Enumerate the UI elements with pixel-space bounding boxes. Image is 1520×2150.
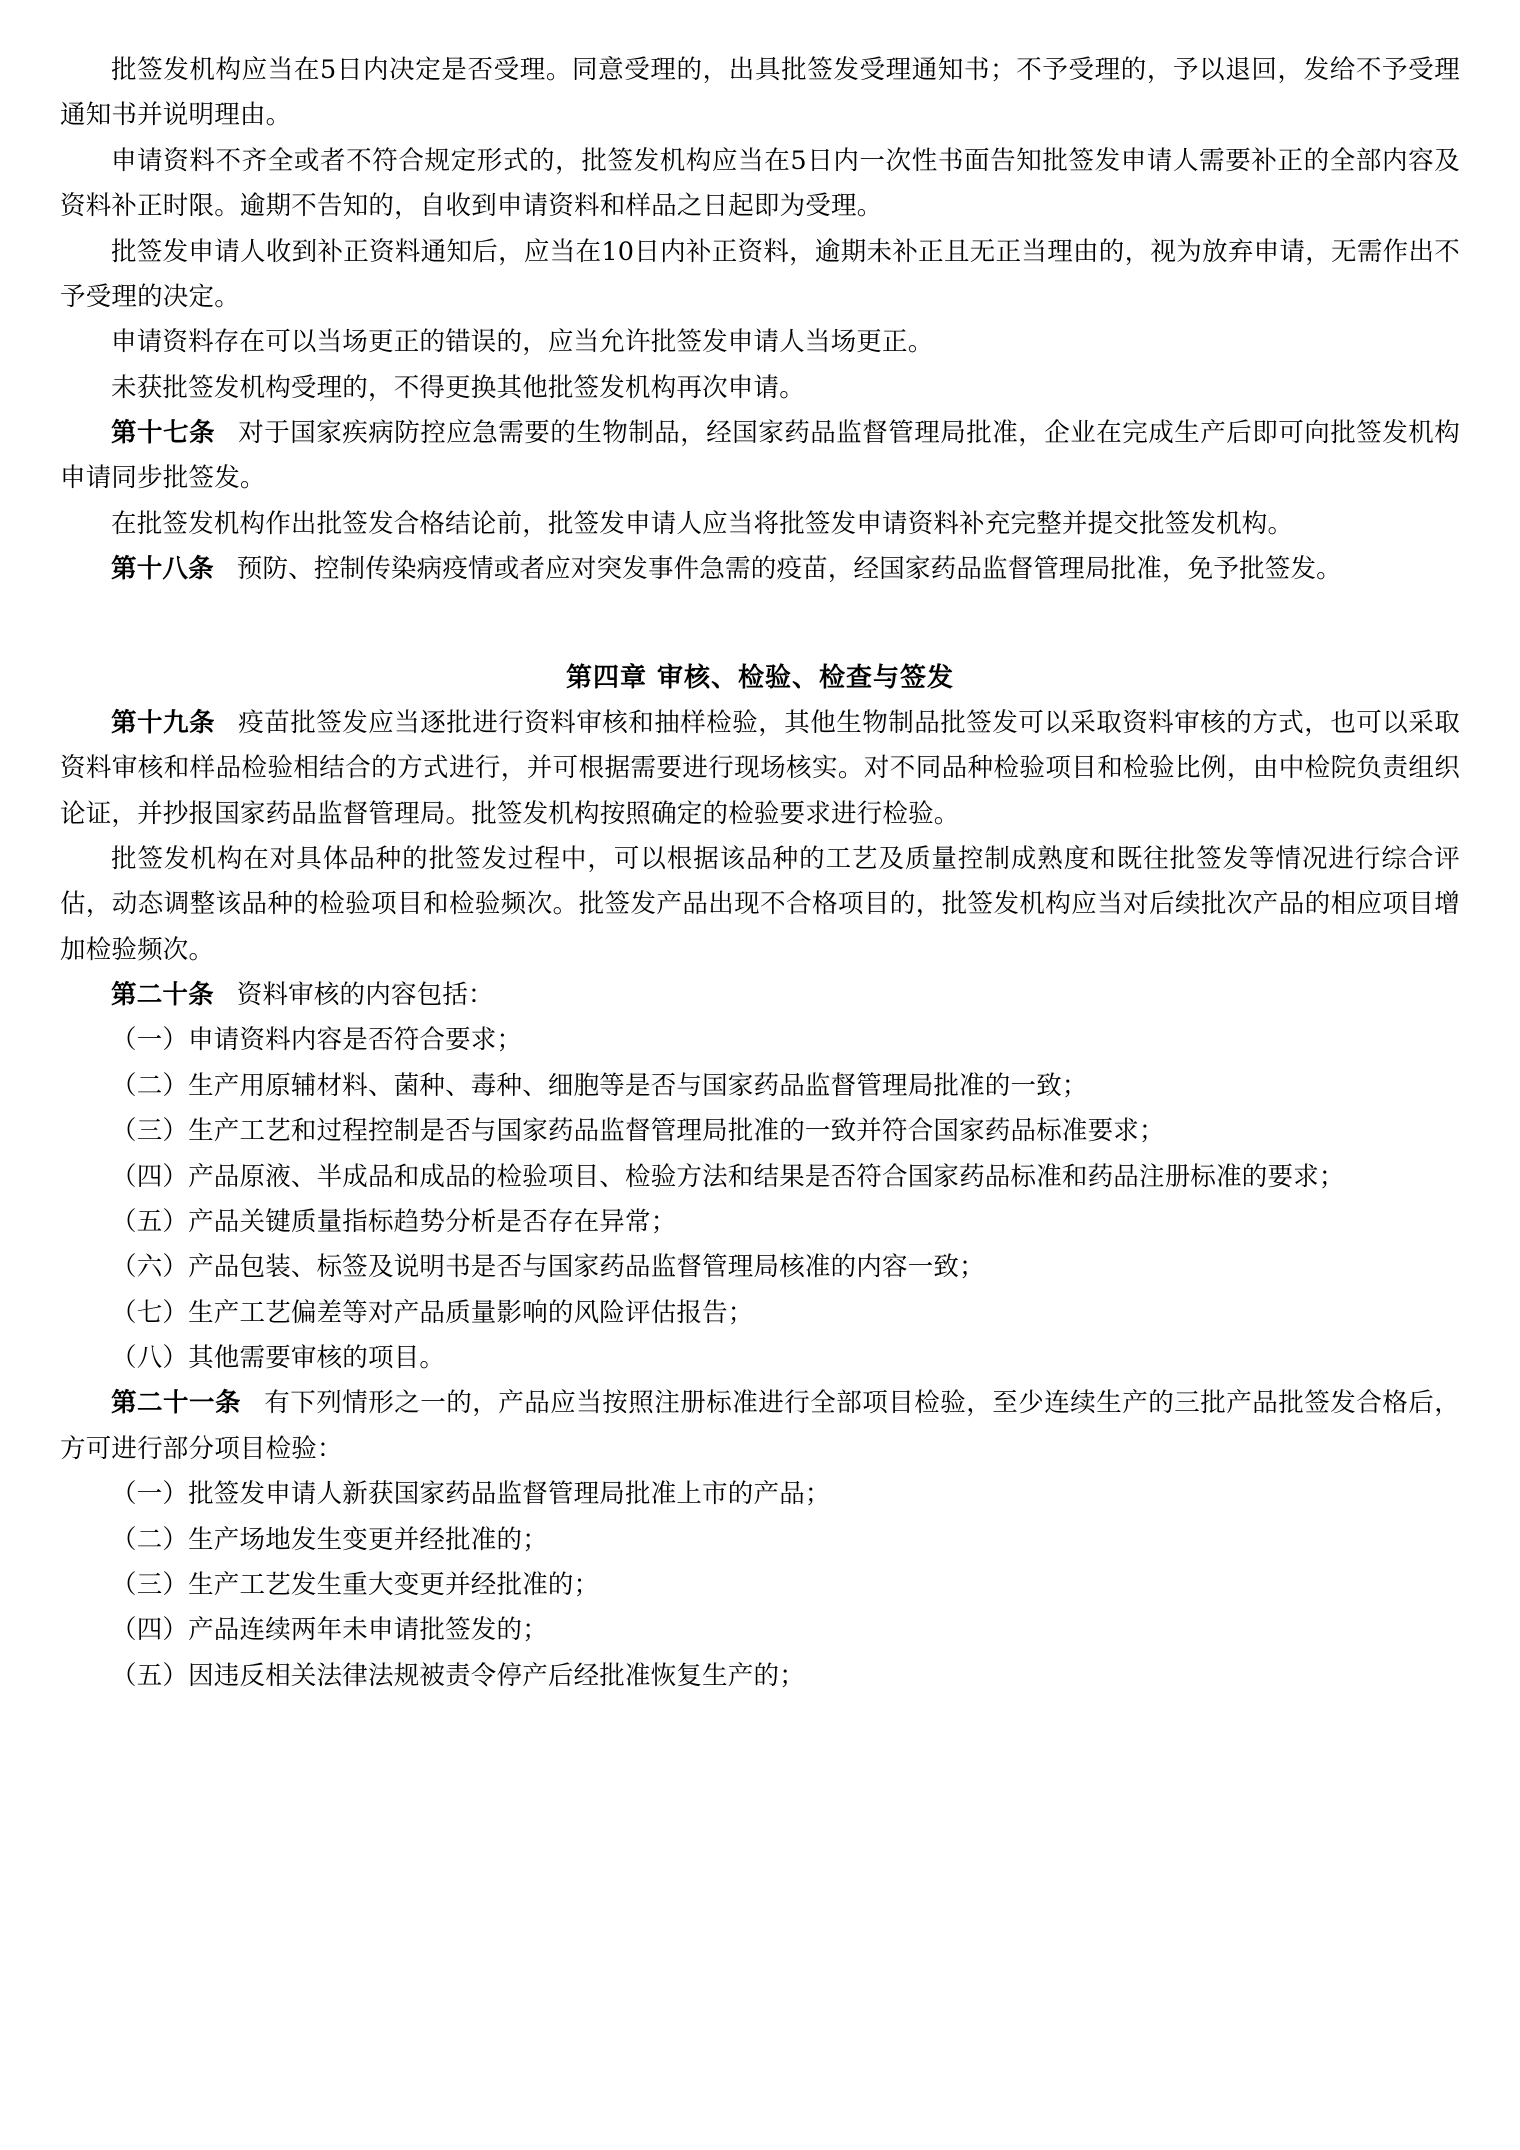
list-item: （一）批签发申请人新获国家药品监督管理局批准上市的产品； bbox=[111, 1479, 831, 1510]
paragraph: 批签发机构在对具体品种的批签发过程中，可以根据该品种的工艺及质量控制成熟度和既往批签发等情况进行综合评估，动态调整该品种的检验项目和检验频次。批签发产品出现不合格项目的，批签发机构应当对后续批次产品的相应项目增加检验频次。 bbox=[60, 843, 1460, 965]
article-21 bbox=[60, 1381, 1460, 1472]
article-18 bbox=[60, 547, 1460, 592]
list-item: （一）申请资料内容是否符合要求； bbox=[111, 1025, 523, 1056]
list-item: （八）其他需要审核的项目。 bbox=[111, 1343, 446, 1374]
article-17-label: 第十七条 bbox=[111, 418, 216, 448]
article-21-label: 第二十一条 bbox=[111, 1388, 242, 1419]
article-17-text: 对于国家疾病防控应急需要的生物制品，经国家药品监督管理局批准，企业在完成生产后即可向批签发机构申请同步批签发。 bbox=[60, 418, 1460, 494]
section-spacer bbox=[60, 593, 1460, 655]
article-19-text: 疫苗批签发应当逐批进行资料审核和抽样检验，其他生物制品批签发可以采取资料审核的方式，也可以采取资料审核和样品检验相结合的方式进行，并可根据需要进行现场核实。对不同品种检验项目和检验比例，由中检院负责组织论证，并抄报国家药品监督管理局。批签发机构按照确定的检验要求进行检验。 bbox=[60, 707, 1460, 829]
article-17 bbox=[60, 411, 1460, 502]
paragraph: 申请资料不齐全或者不符合规定形式的，批签发机构应当在5日内一次性书面告知批签发申请人需要补正的全部内容及资料补正时限。逾期不告知的，自收到申请资料和样品之日起即为受理。 bbox=[60, 145, 1460, 222]
paragraph: 批签发申请人收到补正资料通知后，应当在10日内补正资料，逾期未补正且无正当理由的，视为放弃申请，无需作出不予受理的决定。 bbox=[60, 236, 1460, 312]
paragraph: 未获批签发机构受理的，不得更换其他批签发机构再次申请。 bbox=[111, 372, 805, 403]
paragraph: 在批签发机构作出批签发合格结论前，批签发申请人应当将批签发申请资料补充完整并提交批签发机构。 bbox=[111, 508, 1294, 539]
list-item: （四）产品原液、半成品和成品的检验项目、检验方法和结果是否符合国家药品标准和药品注册标准的要求； bbox=[111, 1161, 1345, 1192]
list-item: （七）生产工艺偏差等对产品质量影响的风险评估报告； bbox=[111, 1297, 754, 1328]
list-item: （三）生产工艺发生重大变更并经批准的； bbox=[111, 1569, 600, 1600]
list-item: （三）生产工艺和过程控制是否与国家药品监督管理局批准的一致并符合国家药品标准要求； bbox=[111, 1116, 1165, 1147]
list-item: （二）生产用原辅材料、菌种、毒种、细胞等是否与国家药品监督管理局批准的一致； bbox=[111, 1070, 1088, 1101]
article-19 bbox=[60, 701, 1460, 837]
chapter-title: 第四章 审核、检验、检查与签发 bbox=[565, 662, 955, 693]
list-item: （五）因违反相关法律法规被责令停产后经批准恢复生产的； bbox=[111, 1660, 805, 1691]
document-body bbox=[60, 48, 1460, 1699]
list-item: （六）产品包装、标签及说明书是否与国家药品监督管理局核准的内容一致； bbox=[111, 1252, 985, 1283]
article-21-text: 有下列情形之一的，产品应当按照注册标准进行全部项目检验，至少连续生产的三批产品批签发合格后，方可进行部分项目检验： bbox=[60, 1388, 1460, 1464]
paragraph: 批签发机构应当在5日内决定是否受理。同意受理的，出具批签发受理通知书；不予受理的，予以退回，发给不予受理通知书并说明理由。 bbox=[60, 55, 1460, 131]
article-19-label: 第十九条 bbox=[111, 707, 216, 738]
article-20-text: 资料审核的内容包括： bbox=[236, 980, 494, 1011]
list-item: （二）生产场地发生变更并经批准的； bbox=[111, 1524, 548, 1555]
article-18-label: 第十八条 bbox=[111, 554, 214, 585]
paragraph: 申请资料存在可以当场更正的错误的，应当允许批签发申请人当场更正。 bbox=[111, 327, 934, 358]
article-20-label: 第二十条 bbox=[111, 980, 214, 1011]
list-item: （五）产品关键质量指标趋势分析是否存在异常； bbox=[111, 1206, 677, 1237]
article-20 bbox=[60, 973, 1460, 1018]
list-item: （四）产品连续两年未申请批签发的； bbox=[111, 1615, 548, 1646]
article-18-text: 预防、控制传染病疫情或者应对突发事件急需的疫苗，经国家药品监督管理局批准，免予批签发。 bbox=[236, 554, 1342, 585]
